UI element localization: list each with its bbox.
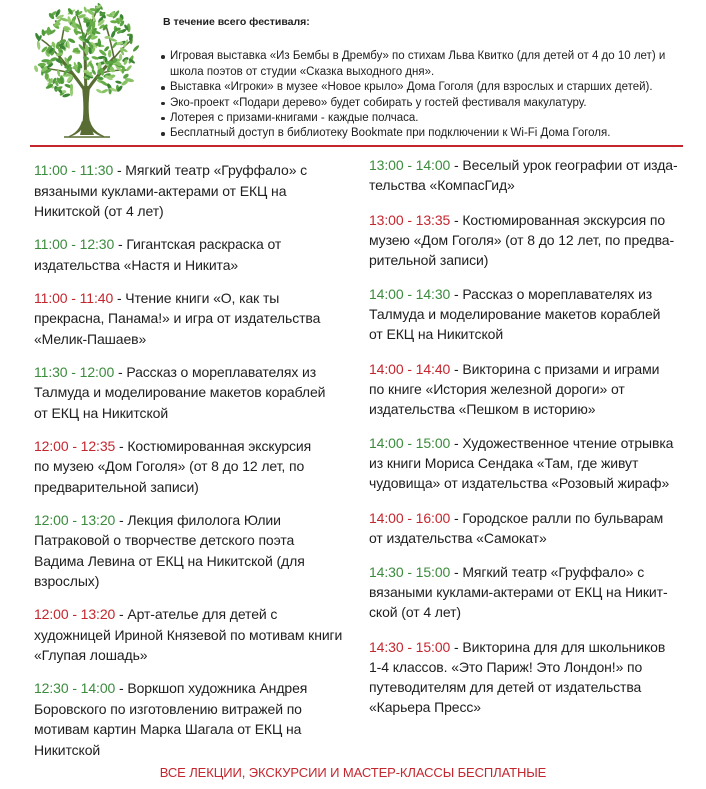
schedule-item-text: предварительной записи) bbox=[34, 478, 199, 495]
schedule-item-line bbox=[369, 284, 701, 304]
schedule-item-line bbox=[34, 645, 354, 666]
schedule-item-line bbox=[34, 678, 354, 699]
schedule-item bbox=[34, 604, 354, 666]
schedule-item bbox=[369, 359, 701, 419]
section-heading: В течение всего фестиваля: bbox=[163, 16, 310, 28]
schedule-item-line bbox=[34, 571, 354, 592]
schedule-item bbox=[34, 362, 354, 424]
schedule-item-time: 11:00 - 11:40 bbox=[34, 289, 114, 306]
schedule-item-line bbox=[369, 508, 701, 528]
schedule-item bbox=[34, 160, 354, 222]
schedule-item-line bbox=[34, 719, 354, 740]
schedule-item-text: «Глупая лошадь» bbox=[34, 647, 148, 663]
schedule-item-line bbox=[369, 175, 701, 195]
festival-wide-section bbox=[158, 15, 698, 140]
schedule-item bbox=[369, 562, 701, 622]
bullet-dot bbox=[161, 117, 165, 121]
tree-leaf bbox=[125, 64, 132, 72]
tree-leaf bbox=[47, 27, 51, 36]
schedule-item bbox=[369, 210, 701, 270]
schedule-item-line bbox=[369, 324, 701, 344]
schedule-item-time: 13:00 - 14:00 bbox=[369, 157, 451, 173]
list-item-text: Выставка «Игроки» в музее «Новое крыло» Дома Гоголя (для взрослых и старших детей). bbox=[170, 81, 653, 94]
schedule-item-line bbox=[34, 234, 354, 255]
schedule-item-text: рительной записи) bbox=[369, 251, 489, 268]
bullet-dot bbox=[161, 132, 165, 136]
schedule-item-text: 1-4 классов. «Это Париж! Это Лондон!» по bbox=[369, 658, 643, 675]
schedule-item-text: - Викторина с призами и играми bbox=[454, 360, 660, 377]
list-item bbox=[158, 111, 698, 126]
schedule-item-text: чудовища» от издательства «Розовый жираф» bbox=[369, 475, 670, 491]
schedule-item bbox=[34, 436, 354, 498]
tree-leaf bbox=[59, 39, 67, 44]
schedule-item-text: из книги Мориса Сендака «Там, где живут bbox=[369, 455, 639, 471]
schedule-item-line bbox=[369, 250, 701, 270]
bullet-dot bbox=[161, 102, 165, 106]
schedule-item-line bbox=[34, 201, 354, 222]
schedule-item-line bbox=[369, 230, 701, 250]
tree-leaf bbox=[70, 84, 73, 91]
schedule-item-text: - Рассказ о мореплавателях из bbox=[454, 286, 653, 302]
tree-leaf bbox=[108, 50, 112, 58]
schedule-item-line bbox=[369, 210, 701, 230]
bullet-dot bbox=[161, 55, 165, 59]
schedule-item-time: 14:00 - 16:00 bbox=[369, 509, 451, 526]
schedule-item-text: музею «Дом Гоголя» (от 8 до 12 лет, по предва- bbox=[369, 231, 675, 248]
schedule-item bbox=[369, 155, 701, 195]
schedule-item-text: художницей Ириной Князевой по мотивам книги bbox=[34, 626, 343, 643]
schedule-item-line bbox=[34, 181, 354, 202]
tree-leaf bbox=[132, 44, 140, 52]
tree-leaf bbox=[38, 63, 46, 67]
schedule-item-text: вязаными куклами-актерами от ЕКЦ на Никит- bbox=[369, 584, 668, 600]
list-item bbox=[158, 49, 698, 80]
tree-leaf bbox=[82, 56, 89, 61]
schedule-item-time: 12:00 - 13:20 bbox=[34, 511, 116, 528]
schedule-item-line bbox=[34, 530, 354, 551]
schedule-item-line bbox=[34, 456, 354, 477]
schedule-item bbox=[369, 637, 701, 717]
schedule-item-text: от издательства «Самокат» bbox=[369, 529, 547, 546]
tree-leaf bbox=[115, 80, 122, 84]
schedule-item-text: Патраковой о творчестве детского поэта bbox=[34, 532, 295, 548]
schedule-item-time: 11:00 - 12:30 bbox=[34, 236, 115, 252]
schedule-item-text: Вадима Левина от ЕКЦ на Никитской (для bbox=[34, 552, 305, 569]
tree-leaf bbox=[91, 56, 99, 61]
list-item-text: школа поэтов от студии «Сказка выходного дня». bbox=[170, 65, 435, 78]
list-item bbox=[158, 126, 698, 141]
schedule-item-line bbox=[34, 551, 354, 572]
schedule-item-time: 11:00 - 11:30 bbox=[34, 162, 114, 178]
schedule-item-line bbox=[369, 359, 701, 379]
schedule-item-text: - Воркшоп художника Андрея bbox=[119, 680, 308, 696]
schedule-item-text: ской (от 4 лет) bbox=[369, 604, 461, 620]
schedule-item-line bbox=[34, 699, 354, 720]
schedule-item bbox=[34, 234, 354, 275]
schedule-item-line bbox=[34, 362, 354, 383]
schedule-item-line bbox=[369, 473, 701, 493]
schedule-item-line bbox=[369, 304, 701, 324]
schedule-item-time: 11:30 - 12:00 bbox=[34, 363, 115, 380]
schedule-item-line bbox=[369, 582, 701, 602]
list-item bbox=[158, 96, 698, 111]
schedule-item-text: «Карьера Пресс» bbox=[369, 698, 481, 715]
schedule-item-text: Боровского по изготовлению витражей по bbox=[34, 700, 302, 717]
schedule-item-line bbox=[34, 382, 354, 403]
list-item-text: Игровая выставка «Из Бембы в Дрембу» по стихам Льва Квитко (для детей от 4 до 10 лет) и bbox=[170, 50, 666, 63]
schedule-item-text: - Костюмированная экскурсия по bbox=[454, 211, 666, 228]
schedule-item-line bbox=[369, 677, 701, 697]
schedule-item-text: Талмуда и моделирование макетов кораблей bbox=[34, 384, 326, 400]
schedule-item-text: по музею «Дом Гоголя» (от 8 до 12 лет, по bbox=[34, 458, 305, 474]
schedule-item-line bbox=[34, 625, 354, 646]
schedule-item-line bbox=[369, 453, 701, 473]
schedule-item-text: - Веселый урок географии от изда- bbox=[454, 157, 678, 173]
schedule-item-line bbox=[34, 329, 354, 350]
schedule-item-text: издательства «Настя и Никита» bbox=[34, 256, 239, 273]
schedule-column-left bbox=[34, 160, 354, 773]
tree-icon bbox=[26, 0, 146, 140]
schedule-column-right bbox=[369, 155, 701, 731]
schedule-item-time: 14:00 - 14:40 bbox=[369, 360, 451, 377]
schedule-item bbox=[369, 508, 701, 548]
schedule-item-text: «Мелик-Пашаев» bbox=[34, 330, 147, 347]
schedule-item-text: - Гигантская раскраска от bbox=[117, 236, 282, 252]
schedule-item-text: - Мягкий театр «Груффало» с bbox=[116, 162, 308, 178]
schedule-item-text: Талмуда и моделирование макетов кораблей bbox=[369, 306, 661, 322]
schedule-item-line bbox=[369, 399, 701, 419]
schedule-item-time: 12:30 - 14:00 bbox=[34, 680, 116, 696]
schedule-item-text: - Художественное чтение отрывка bbox=[454, 435, 674, 451]
schedule-item-text: - Мягкий театр «Груффало» с bbox=[454, 564, 645, 580]
schedule-item-text: - Арт-ателье для детей с bbox=[119, 606, 278, 622]
tree-leaf bbox=[95, 88, 102, 94]
schedule-item-line bbox=[34, 403, 354, 424]
tree-leaf bbox=[41, 29, 45, 36]
schedule-item-text: - Рассказ о мореплавателях из bbox=[117, 363, 317, 380]
schedule-item-text: по книге «История железной дороги» от bbox=[369, 380, 625, 397]
schedule-item bbox=[34, 678, 354, 760]
tree-leaf bbox=[83, 6, 87, 13]
schedule-item-text: мотивам картин Марка Шагала от ЕКЦ на bbox=[34, 721, 302, 737]
schedule-item-text: издательства «Пешком в историю» bbox=[369, 400, 596, 417]
tree-leaf bbox=[101, 88, 109, 94]
schedule-item-line bbox=[34, 288, 354, 309]
schedule-item-line bbox=[34, 740, 354, 761]
schedule-item-time: 12:00 - 13:20 bbox=[34, 606, 116, 622]
festival-wide-list bbox=[158, 49, 698, 141]
schedule-item-time: 14:00 - 15:00 bbox=[369, 435, 451, 451]
schedule-item-line bbox=[34, 510, 354, 531]
schedule-item-text: путеводителям для детей от издательства bbox=[369, 678, 642, 695]
bullet-dot bbox=[161, 86, 165, 90]
schedule-item-text: тельства «КомпасГид» bbox=[369, 177, 515, 193]
list-item-text: Эко-проект «Подари дерево» будет собирать у гостей фестиваля макулатуру. bbox=[170, 96, 587, 109]
schedule-item-line bbox=[369, 562, 701, 582]
tree-leaf bbox=[33, 65, 39, 73]
schedule-item bbox=[34, 288, 354, 350]
schedule-item-line bbox=[369, 697, 701, 717]
list-item-text: Лотерея с призами-книгами - каждые полчаса. bbox=[170, 111, 419, 124]
schedule-item-text: вязаными куклами-актерами от ЕКЦ на bbox=[34, 182, 287, 199]
schedule-item-line bbox=[369, 602, 701, 622]
schedule-item-text: взрослых) bbox=[34, 573, 100, 589]
tree-leaf bbox=[36, 41, 40, 51]
schedule-item-line bbox=[369, 637, 701, 657]
schedule-item-text: - Чтение книги «О, как ты bbox=[116, 289, 280, 306]
schedule-item-text: - Городское ралли по бульварам bbox=[454, 509, 664, 526]
list-item-text: Бесплатный доступ в библиотеку Bookmate при подключении к Wi-Fi Дома Гоголя. bbox=[170, 127, 611, 140]
schedule-item-text: - Костюмированная экскурсия bbox=[119, 437, 312, 454]
schedule-item-line bbox=[34, 308, 354, 329]
schedule-item-time: 14:00 - 14:30 bbox=[369, 286, 451, 302]
schedule-item-line bbox=[34, 604, 354, 625]
list-item bbox=[158, 80, 698, 95]
free-events-note: ВСЕ ЛЕКЦИИ, ЭКСКУРСИИ И МАСТЕР-КЛАССЫ БЕСПЛАТНЫЕ bbox=[159, 765, 547, 780]
schedule-item-time: 13:00 - 13:35 bbox=[369, 211, 451, 228]
schedule-item-line bbox=[369, 433, 701, 453]
schedule-item-line bbox=[34, 477, 354, 498]
tree-leaf bbox=[119, 54, 122, 61]
section-divider bbox=[30, 145, 683, 147]
schedule-item-text: от ЕКЦ на Никитской bbox=[34, 404, 169, 421]
schedule-item-time: 14:30 - 15:00 bbox=[369, 638, 451, 655]
schedule-item-line bbox=[34, 436, 354, 457]
schedule-item bbox=[34, 510, 354, 592]
schedule-item bbox=[369, 433, 701, 493]
schedule-item-line bbox=[34, 255, 354, 276]
schedule-item-text: от ЕКЦ на Никитской bbox=[369, 326, 504, 342]
schedule-item-line bbox=[369, 657, 701, 677]
schedule-item-text: Никитской (от 4 лет) bbox=[34, 203, 164, 219]
schedule-item-text: прекрасна, Панама!» и игра от издательства bbox=[34, 310, 321, 326]
schedule-item bbox=[369, 284, 701, 344]
schedule-item-line bbox=[369, 155, 701, 175]
schedule-item-text: Никитской bbox=[34, 741, 101, 758]
schedule-item-text: - Лекция филолога Юлии bbox=[119, 511, 281, 528]
schedule-item-line bbox=[369, 379, 701, 399]
schedule-item-time: 14:30 - 15:00 bbox=[369, 564, 451, 580]
schedule-item-time: 12:00 - 12:35 bbox=[34, 437, 116, 454]
schedule-item-text: - Викторина для для школьников bbox=[454, 638, 666, 655]
schedule-item-line bbox=[369, 528, 701, 548]
schedule-item-line bbox=[34, 160, 354, 181]
